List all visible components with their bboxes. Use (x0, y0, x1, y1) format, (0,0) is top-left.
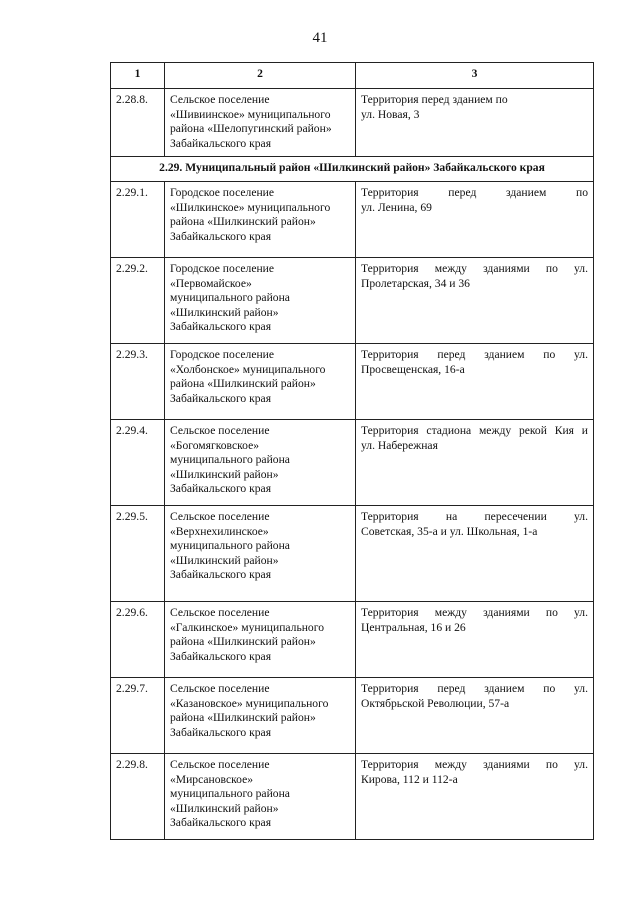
territory-cell (356, 505, 594, 601)
territory-line: Территория перед зданием по (361, 93, 508, 106)
row-number: 2.28.8. (111, 89, 165, 157)
settlement-name-line: Забайкальского края (170, 391, 272, 405)
territory-line: ул. Ленина, 69 (361, 200, 432, 214)
settlement-name-line: Сельское поселение (170, 93, 270, 106)
settlement-name-cell (165, 753, 356, 839)
territory-line: Территория между зданиями по ул. (361, 605, 588, 619)
settlement-name-line: района «Шилкинский район» (170, 711, 316, 725)
territory-line: Советская, 35-а и ул. Школьная, 1-а (361, 524, 538, 538)
settlement-name-line: «Шилкинское» муниципального (170, 200, 331, 214)
settlement-name-line: Сельское поселение (170, 509, 270, 523)
settlement-name-line: Забайкальского края (170, 482, 272, 496)
settlement-name-line: «Шилкинский район» (170, 305, 279, 319)
settlement-name-cell (165, 601, 356, 677)
row-number: 2.29.3. (111, 343, 165, 419)
section-title: 2.29. Муниципальный район «Шилкинский район» Забайкальского края (111, 157, 594, 182)
settlement-name-line: муниципального района (170, 787, 290, 801)
table-row (111, 601, 594, 677)
row-number: 2.29.4. (111, 419, 165, 505)
settlement-name-cell (165, 181, 356, 257)
settlement-name-line: Сельское поселение (170, 757, 270, 771)
settlement-name-line: Сельское поселение (170, 423, 270, 437)
settlement-name-line: района «Шилкинский район» (170, 377, 316, 391)
section-row (111, 157, 594, 182)
settlement-name-line: Сельское поселение (170, 681, 270, 695)
table-row (111, 753, 594, 839)
settlement-name-line: Забайкальского края (170, 649, 272, 663)
table-row (111, 419, 594, 505)
table-row (111, 257, 594, 343)
territory-line: Центральная, 16 и 26 (361, 620, 466, 634)
table-row (111, 343, 594, 419)
settlement-name-line: «Шилкинский район» (170, 553, 279, 567)
row-number: 2.29.2. (111, 257, 165, 343)
settlement-name-line: района «Шилкинский район» (170, 635, 316, 649)
settlement-name-line: муниципального района (170, 539, 290, 553)
row-number: 2.29.7. (111, 677, 165, 753)
settlement-name-line: Забайкальского края (170, 725, 272, 739)
territory-line: Кирова, 112 и 112-а (361, 772, 458, 786)
territory-line: Территория между зданиями по ул. (361, 757, 588, 771)
settlement-name-line: «Мирсановское» (170, 772, 254, 786)
territory-cell (356, 89, 594, 157)
row-number: 2.29.5. (111, 505, 165, 601)
territory-line: Территория перед зданием по ул. (361, 347, 588, 361)
settlement-name-line: «Богомягковское» (170, 438, 260, 452)
settlement-name-cell (165, 257, 356, 343)
settlement-name-line: муниципального района (170, 291, 290, 305)
territory-cell (356, 343, 594, 419)
territory-line: Территория между зданиями по ул. (361, 261, 588, 275)
territory-cell (356, 753, 594, 839)
territory-cell (356, 677, 594, 753)
settlement-name-line: Забайкальского края (170, 229, 272, 243)
settlements-table (110, 62, 594, 840)
territory-cell (356, 419, 594, 505)
column-header-2: 2 (165, 63, 356, 89)
territory-line: ул. Новая, 3 (361, 107, 420, 121)
settlement-name-line: Городское поселение (170, 185, 275, 199)
territory-line: Территория на пересечении ул. (361, 509, 588, 523)
settlement-name-line: района «Шелопугинский район» (170, 122, 332, 136)
column-header-1: 1 (111, 63, 165, 89)
table-header-row (111, 63, 594, 89)
settlement-name-cell (165, 505, 356, 601)
page-number: 41 (312, 30, 328, 46)
settlement-name-line: Забайкальского края (170, 136, 272, 150)
territory-line: Пролетарская, 34 и 36 (361, 276, 470, 290)
settlement-name-line: муниципального района (170, 453, 290, 467)
row-number: 2.29.6. (111, 601, 165, 677)
territory-line: Территория перед зданием по ул. (361, 681, 588, 695)
settlement-name-line: Городское поселение (170, 347, 275, 361)
row-number: 2.29.1. (111, 181, 165, 257)
table-row (111, 505, 594, 601)
territory-line: Просвещенская, 16-а (361, 362, 465, 376)
table-row (111, 89, 594, 157)
column-header-3: 3 (356, 63, 594, 89)
table-row (111, 677, 594, 753)
territory-line: Территория стадиона между рекой Кия и (361, 423, 588, 437)
settlement-name-cell (165, 343, 356, 419)
settlement-name-line: Забайкальского края (170, 320, 272, 334)
settlement-name-line: «Шилкинский район» (170, 801, 279, 815)
territory-line: ул. Набережная (361, 438, 438, 452)
settlement-name-line: Сельское поселение (170, 605, 270, 619)
settlement-name-line: «Первомайское» (170, 276, 252, 290)
settlement-name-cell (165, 677, 356, 753)
territory-line: Октябрьской Революции, 57-а (361, 696, 510, 710)
settlement-name-line: Забайкальского края (170, 816, 272, 830)
territory-cell (356, 601, 594, 677)
settlement-name-line: «Холбонское» муниципального (170, 362, 326, 376)
settlement-name-line: «Шилкинский район» (170, 467, 279, 481)
settlement-name-line: Забайкальского края (170, 568, 272, 582)
settlement-name-cell (165, 89, 356, 157)
row-number: 2.29.8. (111, 753, 165, 839)
territory-line: Территория перед зданием по (361, 185, 588, 199)
settlement-name-cell (165, 419, 356, 505)
settlement-name-line: Городское поселение (170, 261, 275, 275)
settlement-name-line: «Верхнехилинское» (170, 524, 269, 538)
settlement-name-line: района «Шилкинский район» (170, 215, 316, 229)
table-row (111, 181, 594, 257)
settlement-name-line: «Казановское» муниципального (170, 696, 329, 710)
territory-cell (356, 257, 594, 343)
settlement-name-line: «Шивиинское» муниципального (170, 107, 331, 121)
territory-cell (356, 181, 594, 257)
settlement-name-line: «Галкинское» муниципального (170, 620, 324, 634)
